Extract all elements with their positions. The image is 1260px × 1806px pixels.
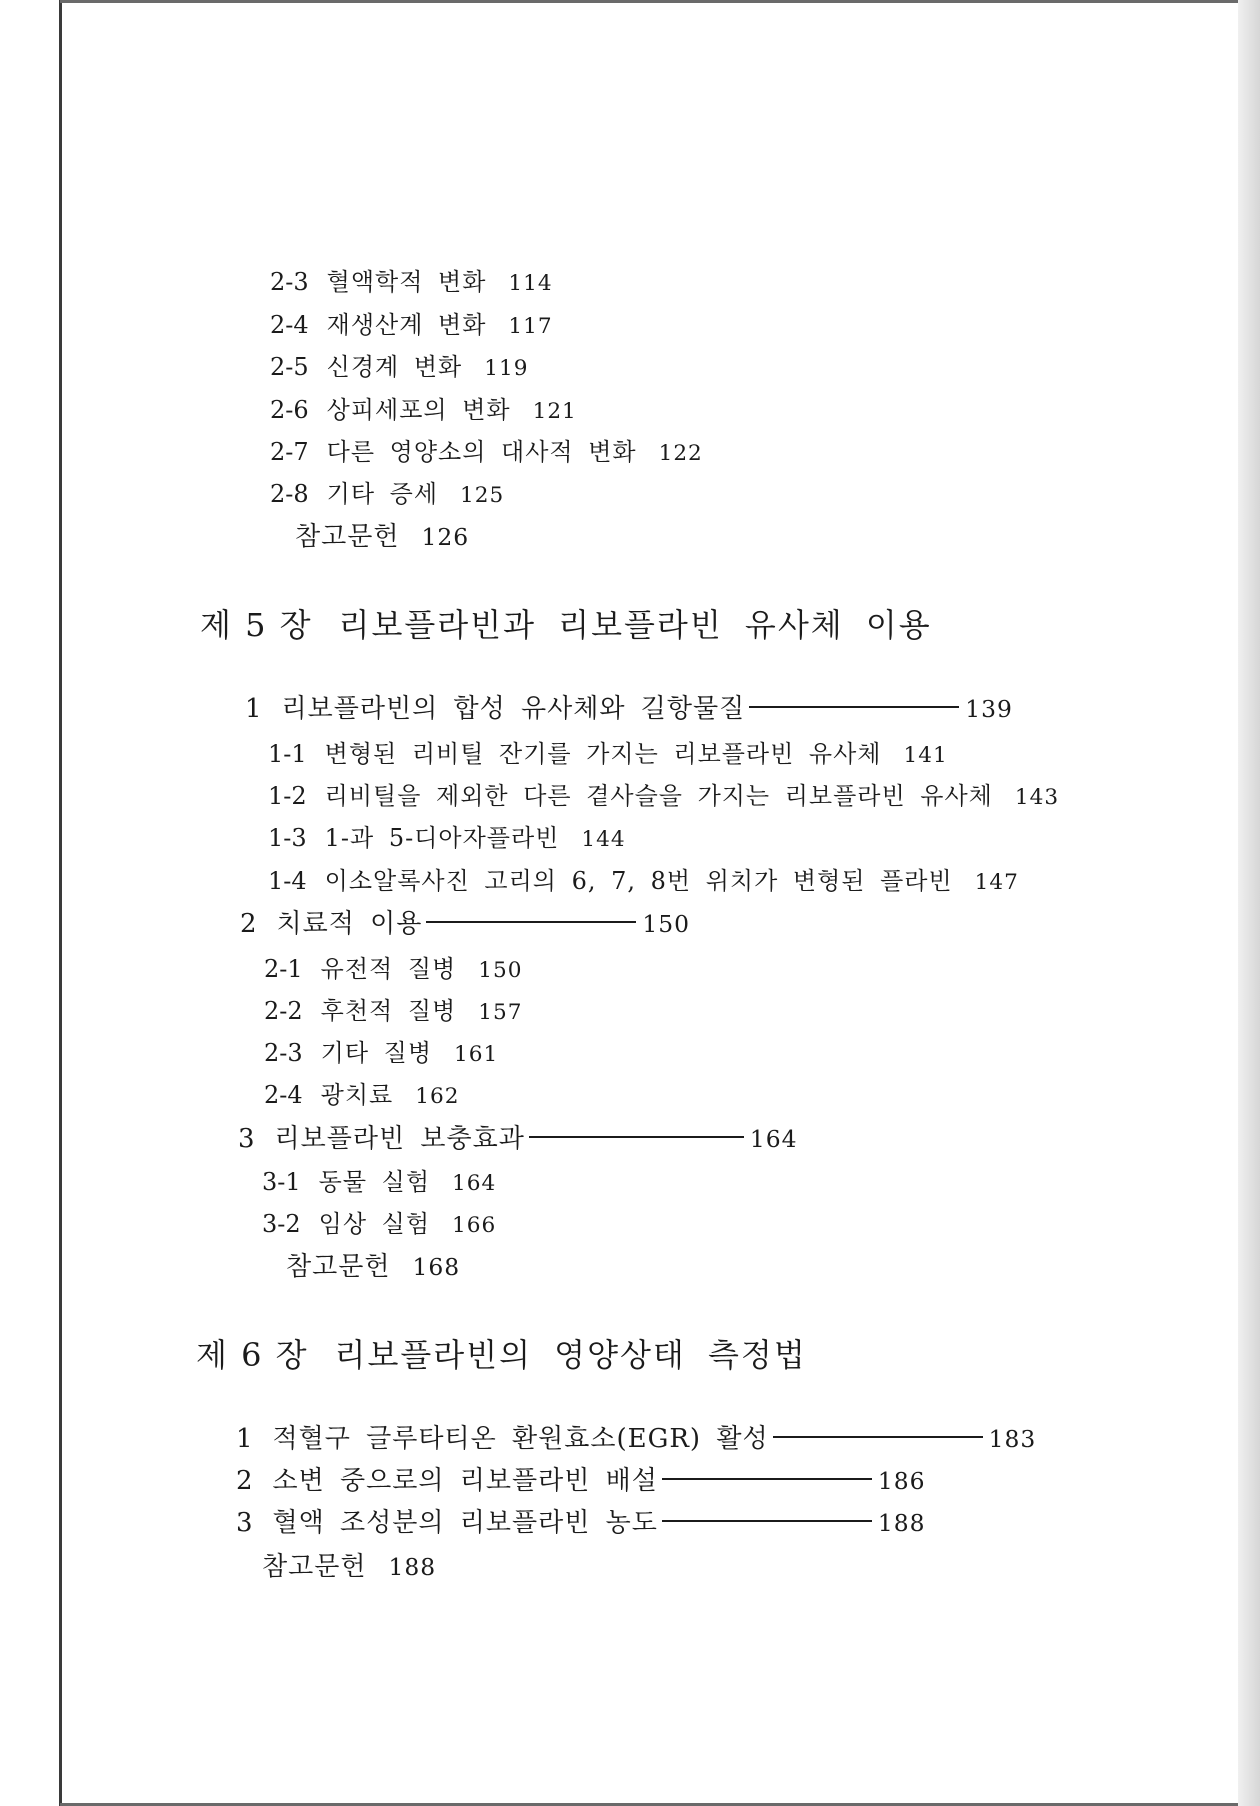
toc-entry-title: 기타 증세 — [326, 480, 439, 508]
toc-entry-number: 3 — [238, 1124, 255, 1154]
chapter-label: 제 6 장 — [196, 1336, 309, 1374]
toc-entry-title: 치료적 이용 — [276, 909, 423, 939]
toc-entry-page: 141 — [903, 743, 948, 768]
toc-entry-page: 125 — [460, 483, 505, 508]
toc-entry-title: 혈액학적 변화 — [326, 268, 487, 296]
toc-entry-title: 다른 영양소의 대사적 변화 — [326, 438, 637, 466]
dot-leader-line — [662, 1478, 872, 1480]
toc-references-ch5[interactable] — [286, 1246, 460, 1283]
scan-top-edge — [60, 0, 1260, 3]
toc-entry-title: 후천적 질병 — [320, 997, 457, 1025]
toc-entry-number: 1-1 — [268, 740, 307, 768]
toc-entry-title: 임상 실험 — [318, 1210, 431, 1238]
toc-entry-6-2[interactable] — [236, 1460, 926, 1497]
toc-entry-number: 2-6 — [270, 396, 309, 424]
toc-entry-page: 144 — [581, 827, 626, 852]
dot-leader-line — [773, 1436, 983, 1438]
toc-entry-title: 광치료 — [320, 1081, 394, 1109]
toc-entry-number: 1 — [245, 694, 262, 724]
toc-entry-title: 적혈구 글루타티온 환원효소(EGR) 활성 — [272, 1424, 769, 1454]
toc-entry-page: 150 — [478, 958, 523, 983]
toc-entry-title: 리보플라빈의 합성 유사체와 길항물질 — [281, 694, 746, 724]
toc-entry-number: 3-2 — [262, 1210, 301, 1238]
toc-entry-number: 1-3 — [268, 824, 307, 852]
toc-entry-page: 162 — [415, 1084, 460, 1109]
toc-entry-title: 동물 실험 — [318, 1168, 431, 1196]
toc-entry-number: 1-4 — [268, 867, 307, 895]
toc-entry-number: 2-2 — [264, 997, 303, 1025]
toc-entry-page: 183 — [988, 1425, 1037, 1453]
toc-entry-4-2-6[interactable] — [270, 390, 577, 425]
toc-entry-page: 121 — [532, 399, 577, 424]
toc-entry-number: 3 — [236, 1508, 253, 1538]
toc-entry-5-3-2[interactable] — [262, 1204, 496, 1239]
toc-entry-page: 126 — [421, 523, 470, 551]
toc-entry-5-3[interactable] — [238, 1118, 798, 1155]
toc-entry-5-2-3[interactable] — [264, 1033, 498, 1068]
toc-entry-5-2-2[interactable] — [264, 991, 522, 1026]
scan-left-edge — [0, 0, 62, 1806]
toc-entry-page: 161 — [454, 1042, 499, 1067]
toc-entry-5-1-1[interactable] — [268, 734, 948, 769]
toc-entry-title: 리보플라빈 보충효과 — [274, 1124, 525, 1154]
chapter-heading-6[interactable] — [196, 1330, 807, 1376]
toc-entry-page: 150 — [642, 910, 691, 938]
toc-entry-number: 3-1 — [262, 1168, 301, 1196]
toc-entry-4-2-7[interactable] — [270, 432, 703, 467]
toc-entry-number: 1 — [236, 1424, 253, 1454]
toc-entry-5-3-1[interactable] — [262, 1162, 496, 1197]
dot-leader-line — [426, 921, 636, 923]
toc-entry-5-1[interactable] — [245, 688, 1013, 725]
toc-entry-title: 신경계 변화 — [326, 353, 463, 381]
toc-entry-page: 119 — [484, 356, 529, 381]
toc-entry-5-1-2[interactable] — [268, 776, 1059, 811]
toc-entry-page: 188 — [877, 1509, 926, 1537]
toc-entry-page: 164 — [452, 1171, 497, 1196]
toc-entry-page: 166 — [452, 1213, 497, 1238]
toc-entry-page: 168 — [412, 1253, 461, 1281]
toc-entry-title: 소변 중으로의 리보플라빈 배설 — [272, 1466, 658, 1496]
toc-entry-title: 재생산계 변화 — [326, 311, 487, 339]
toc-entry-title: 참고문헌 — [295, 522, 400, 552]
toc-entry-6-3[interactable] — [236, 1502, 926, 1539]
toc-references-ch4[interactable] — [295, 516, 469, 553]
toc-entry-page: 117 — [508, 314, 553, 339]
toc-entry-number: 2-1 — [264, 955, 303, 983]
toc-entry-page: 122 — [658, 441, 703, 466]
toc-entry-number: 2-4 — [264, 1081, 303, 1109]
toc-entry-number: 2-3 — [264, 1039, 303, 1067]
toc-entry-number: 1-2 — [268, 782, 307, 810]
chapter-label: 제 5 장 — [200, 606, 313, 644]
toc-entry-4-2-8[interactable] — [270, 474, 504, 509]
toc-entry-number: 2 — [240, 909, 257, 939]
toc-entry-title: 변형된 리비틸 잔기를 가지는 리보플라빈 유사체 — [324, 740, 882, 768]
toc-references-ch6[interactable] — [262, 1546, 436, 1583]
toc-entry-page: 114 — [508, 271, 553, 296]
toc-entry-page: 157 — [478, 1000, 523, 1025]
chapter-title: 리보플라빈과 리보플라빈 유사체 이용 — [338, 606, 932, 644]
toc-entry-5-2-1[interactable] — [264, 949, 522, 984]
toc-entry-5-2[interactable] — [240, 903, 690, 940]
scan-right-shadow — [1238, 0, 1260, 1806]
dot-leader-line — [529, 1136, 744, 1138]
toc-entry-page: 188 — [388, 1553, 437, 1581]
toc-entry-5-2-4[interactable] — [264, 1075, 459, 1110]
toc-entry-number: 2-4 — [270, 311, 309, 339]
toc-entry-title: 참고문헌 — [262, 1552, 367, 1582]
toc-entry-title: 이소알록사진 고리의 6, 7, 8번 위치가 변형된 플라빈 — [324, 867, 953, 895]
toc-entry-title: 혈액 조성분의 리보플라빈 농도 — [272, 1508, 658, 1538]
toc-entry-number: 2-3 — [270, 268, 309, 296]
toc-entry-title: 기타 질병 — [320, 1039, 433, 1067]
toc-entry-page: 186 — [877, 1467, 926, 1495]
toc-entry-page: 139 — [965, 695, 1013, 723]
toc-entry-page: 147 — [974, 870, 1019, 895]
dot-leader-line — [749, 706, 959, 708]
toc-entry-number: 2-8 — [270, 480, 309, 508]
toc-entry-title: 참고문헌 — [286, 1252, 391, 1282]
toc-entry-4-2-5[interactable] — [270, 347, 528, 382]
toc-entry-6-1[interactable] — [236, 1418, 1036, 1455]
toc-entry-number: 2-7 — [270, 438, 309, 466]
toc-entry-title: 1-과 5-디아자플라빈 — [324, 824, 560, 852]
chapter-title: 리보플라빈의 영양상태 측정법 — [334, 1336, 807, 1374]
toc-entry-title: 유전적 질병 — [320, 955, 457, 983]
toc-entry-4-2-4[interactable] — [270, 305, 553, 340]
toc-entry-5-1-4[interactable] — [268, 861, 1019, 896]
toc-entry-5-1-3[interactable] — [268, 818, 626, 853]
toc-entry-title: 상피세포의 변화 — [326, 396, 511, 424]
dot-leader-line — [662, 1520, 872, 1522]
toc-entry-number: 2 — [236, 1466, 253, 1496]
toc-entry-number: 2-5 — [270, 353, 309, 381]
chapter-heading-5[interactable] — [200, 600, 932, 646]
toc-entry-4-2-3[interactable] — [270, 262, 553, 297]
toc-entry-page: 143 — [1014, 785, 1060, 810]
toc-entry-title: 리비틸을 제외한 다른 곁사슬을 가지는 리보플라빈 유사체 — [324, 782, 993, 810]
toc-entry-page: 164 — [749, 1125, 798, 1153]
